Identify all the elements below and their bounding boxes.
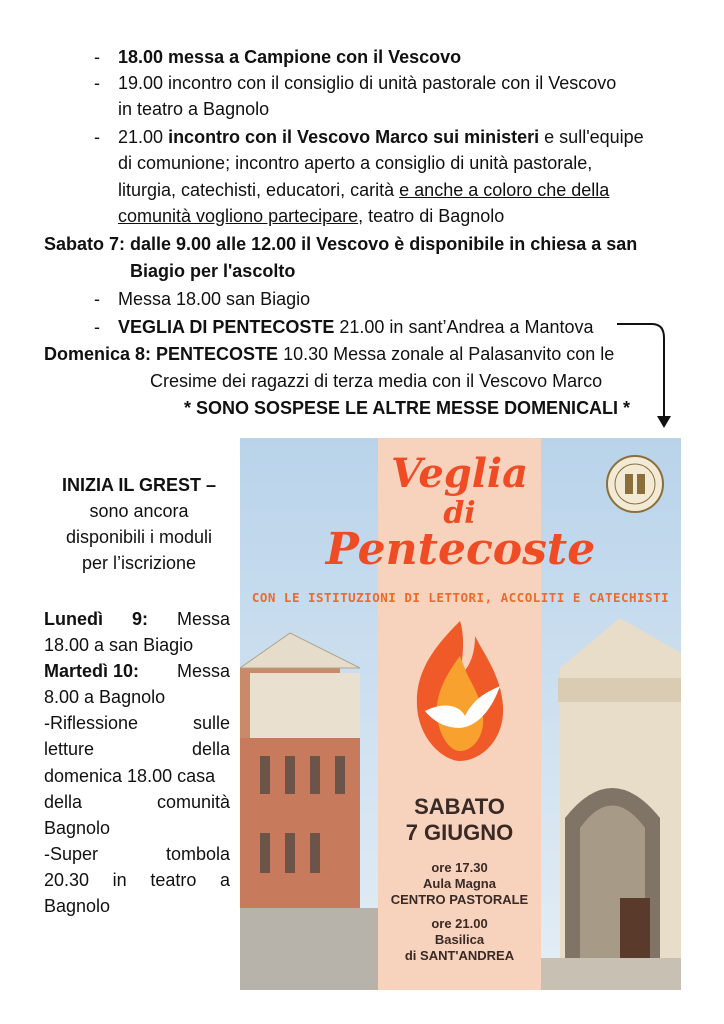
seal-icon — [605, 454, 665, 514]
word: -Riflessione — [44, 713, 139, 733]
bullet-dash: - — [94, 47, 100, 67]
tuesday-label: Martedì 10: — [44, 661, 140, 681]
word: teatro — [150, 870, 197, 890]
sunday-note: * SONO SOSPESE LE ALTRE MESSE DOMENICALI * — [184, 398, 631, 418]
arrow-icon — [612, 314, 672, 434]
poster-place2a: Basilica — [434, 932, 485, 947]
saturday-line1: Sabato 7: dalle 9.00 alle 12.00 il Vescovo è disponibile in chiesa a san — [44, 234, 638, 254]
sunday-line1 — [44, 341, 614, 367]
word: della — [191, 739, 230, 759]
poster-place1b: CENTRO PASTORALE — [390, 892, 529, 907]
word: in — [112, 870, 127, 890]
poster-place2b: di SANT'ANDREA — [404, 948, 515, 963]
sunday-rest: 10.30 Messa zonale al Palasanvito con le — [283, 344, 615, 364]
poster-time2: ore 21.00 — [431, 916, 488, 931]
item-ministeri-line3b: e anche a coloro che della — [399, 180, 610, 200]
sunday-line2: Cresime dei ragazzi di terza media con il Vescovo Marco — [150, 371, 603, 391]
poster-date-day: SABATO — [414, 794, 505, 819]
word: a — [219, 870, 230, 890]
flame-dove-icon — [405, 616, 515, 766]
saturday-veglia — [118, 314, 594, 340]
item-ministeri-rest: e sull'equipe — [544, 127, 644, 147]
monday-label: Lunedì — [44, 609, 103, 629]
item-consiglio-line1: 19.00 incontro con il consiglio di unità pastorale con il Vescovo — [118, 73, 617, 93]
item-campione: 18.00 messa a Campione con il Vescovo — [118, 47, 462, 67]
saturday-messa: Messa 18.00 san Biagio — [118, 289, 311, 309]
item-ministeri-line3a: liturgia, catechisti, educatori, carità — [118, 180, 395, 200]
poster-title-veglia: Veglia — [390, 450, 529, 497]
monday-line2: 18.00 a san Biagio — [44, 635, 194, 655]
poster-place1a: Aula Magna — [423, 876, 496, 891]
tuesday-line2: 8.00 a Bagnolo — [44, 687, 166, 707]
item-ministeri-line1 — [118, 124, 644, 150]
poster-title-di: di — [443, 496, 476, 531]
word: tombola — [165, 844, 230, 864]
poster-date: 7 GIUGNO — [405, 820, 514, 845]
word: comunità — [156, 792, 230, 812]
grest-title: INIZIA IL GREST – — [61, 475, 217, 495]
riflessione-line1 — [44, 710, 230, 736]
item-ministeri-line3 — [118, 177, 609, 203]
tuesday-messa: Messa — [176, 661, 230, 681]
word: sulle — [192, 713, 230, 733]
poster-time1: ore 17.30 — [431, 860, 488, 875]
riflessione-line5: Bagnolo — [44, 818, 111, 838]
bullet-dash: - — [94, 289, 100, 309]
riflessione-line2 — [44, 736, 230, 762]
monday-line1 — [44, 606, 230, 632]
item-ministeri-line4a: comunità vogliono partecipare — [118, 206, 359, 226]
poster-title-pentecoste: Pentecoste — [325, 524, 596, 575]
veglia-poster — [240, 438, 681, 990]
tuesday-line1 — [44, 658, 230, 684]
tombola-line3: Bagnolo — [44, 896, 111, 916]
item-ministeri-line4b: , teatro di Bagnolo — [358, 206, 505, 226]
bullet-dash: - — [94, 127, 100, 147]
tombola-line1 — [44, 841, 230, 867]
item-ministeri-time: 21.00 — [118, 127, 164, 147]
riflessione-line3: domenica 18.00 casa — [44, 766, 216, 786]
saturday-veglia-rest: 21.00 in sant’Andrea a Mantova — [339, 317, 594, 337]
poster-subtitle: CON LE ISTITUZIONI DI LETTORI, ACCOLITI E CATECHISTI — [251, 590, 670, 605]
word: 20.30 — [44, 870, 90, 890]
item-ministeri-line4 — [118, 203, 504, 229]
grest-line3: disponibili i moduli — [65, 527, 213, 547]
bullet-dash: - — [94, 73, 100, 93]
item-ministeri-bold: incontro con il Vescovo Marco sui ministeri — [168, 127, 540, 147]
saturday-veglia-bold: VEGLIA DI PENTECOSTE — [118, 317, 335, 337]
item-consiglio-line2: in teatro a Bagnolo — [118, 99, 270, 119]
tombola-line2 — [44, 867, 230, 893]
grest-line4: per l’iscrizione — [81, 553, 197, 573]
item-ministeri-line2: di comunione; incontro aperto a consiglio di unità pastorale, — [118, 153, 593, 173]
monday-num: 9: — [131, 609, 148, 629]
sunday-bold: Domenica 8: PENTECOSTE — [44, 344, 279, 364]
saturday-line2: Biagio per l'ascolto — [130, 261, 296, 281]
riflessione-line4 — [44, 789, 230, 815]
bullet-dash: - — [94, 317, 100, 337]
grest-line2: sono ancora — [89, 501, 189, 521]
word: letture — [44, 739, 95, 759]
word: -Super — [44, 844, 99, 864]
monday-messa: Messa — [176, 609, 230, 629]
word: della — [44, 792, 83, 812]
